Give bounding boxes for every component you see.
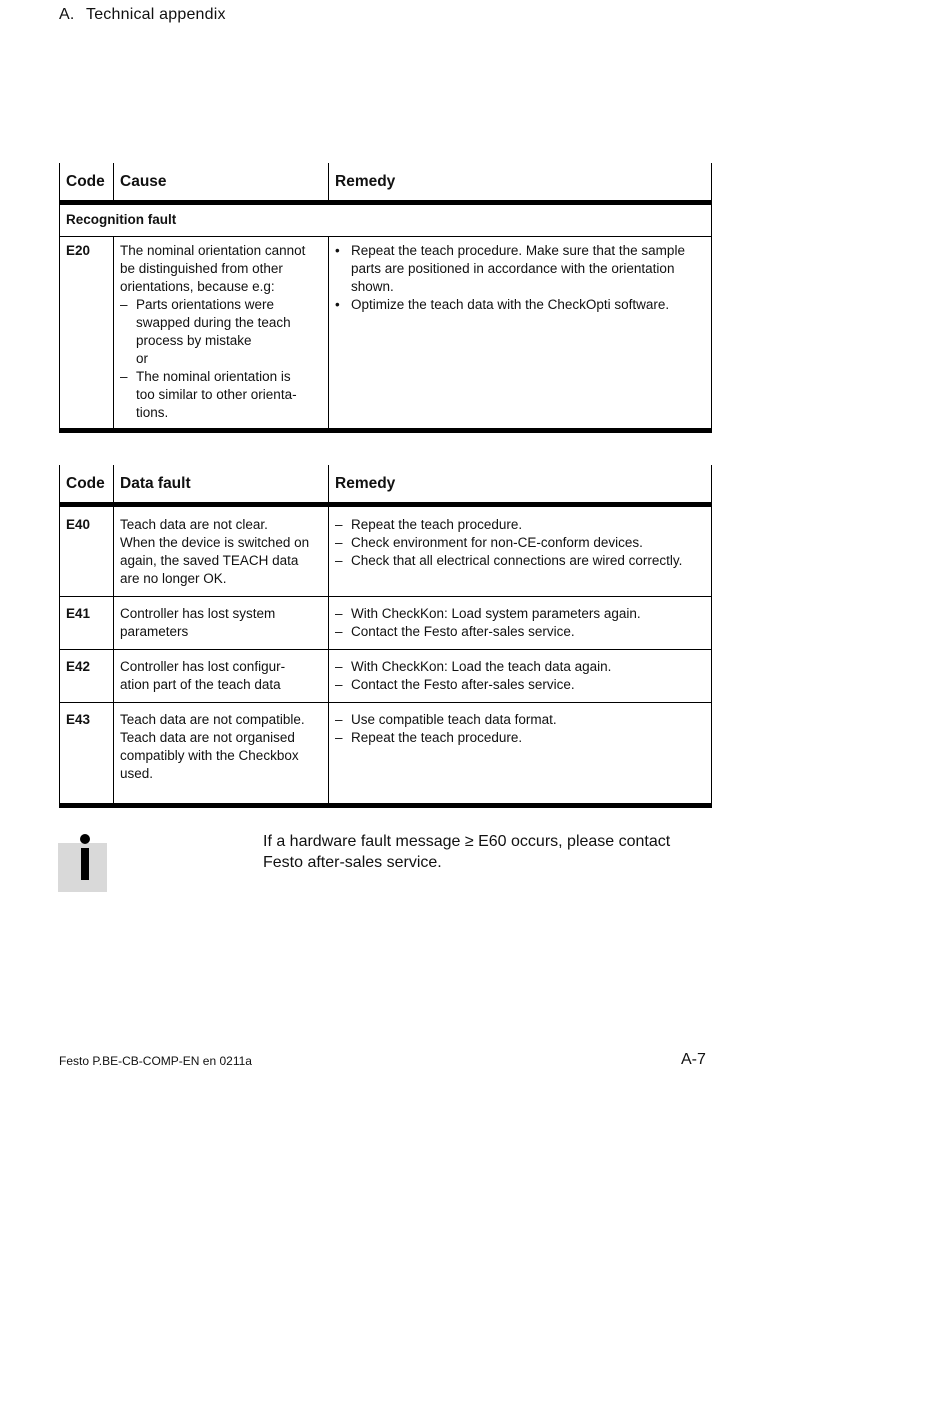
cause-text: parameters [120,624,189,639]
table-row [60,237,712,431]
remedy-text: Repeat the teach procedure. [351,517,523,532]
table-header-row [60,163,712,203]
col-header-data-fault: Data fault [114,465,329,505]
col-header-remedy: Remedy [329,163,712,203]
remedy-item [335,623,705,641]
remedy-cell [329,650,712,703]
info-note [263,831,713,873]
cause-cell [114,650,329,703]
dash-marker: – [335,624,343,639]
remedy-item [335,242,705,296]
cause-text: too similar to other orienta- [136,387,297,402]
cause-text: again, the saved TEACH data [120,553,299,568]
table-row [60,650,712,703]
cause-cell [114,237,329,431]
remedy-item [335,534,705,552]
cause-text: Controller has lost system [120,606,276,621]
recognition-fault-table [59,163,712,433]
remedy-cell [329,597,712,650]
page-header [59,6,226,24]
remedy-cell [329,505,712,597]
cause-text: tions. [136,405,169,420]
error-code: E40 [60,505,114,597]
dash-marker: – [335,535,343,550]
cause-text: swapped during the teach [136,315,291,330]
cause-text: When the device is switched on [120,535,310,550]
cause-list-item [120,368,322,422]
cause-text: used. [120,766,154,781]
footer-document-id: Festo P.BE-CB-COMP-EN en 0211a [59,1054,252,1068]
error-code: E41 [60,597,114,650]
cause-text: Parts orientations were [136,297,275,312]
info-icon-stem [81,848,89,880]
info-icon [58,834,107,892]
dash-marker: – [335,553,343,568]
remedy-item [335,296,705,314]
col-header-cause: Cause [114,163,329,203]
dash-marker: – [335,606,343,621]
remedy-cell [329,237,712,431]
bullet-marker: • [335,243,340,258]
data-fault-table [59,465,712,808]
cause-text: Teach data are not clear. [120,517,268,532]
table-row [60,703,712,806]
info-icon-dot [80,834,90,844]
col-header-code: Code [60,163,114,203]
bullet-marker: • [335,297,340,312]
info-note-line: If a hardware fault message ≥ E60 occurs, please contact [263,833,671,850]
section-title: Recognition fault [60,203,712,237]
chapter-title: Technical appendix [86,6,226,23]
remedy-item [335,605,705,623]
remedy-item [335,552,705,570]
cause-text: or [136,351,149,366]
remedy-item [335,729,705,747]
remedy-text: Optimize the teach data with the CheckOpti software. [351,297,670,312]
cause-text: Controller has lost configur- [120,659,286,674]
dash-marker: – [120,369,128,384]
remedy-text: With CheckKon: Load the teach data again. [351,659,612,674]
cause-cell [114,505,329,597]
cause-cell [114,597,329,650]
cause-text: compatibly with the Checkbox [120,748,299,763]
cause-text: ation part of the teach data [120,677,281,692]
dash-marker: – [120,297,128,312]
cause-text: orientations, because e.g: [120,279,275,294]
cause-text: Teach data are not organised [120,730,295,745]
error-code: E43 [60,703,114,806]
dash-marker: – [335,712,343,727]
table-header-row [60,465,712,505]
remedy-text: Repeat the teach procedure. Make sure that the sample parts are positioned in accordance with the orientation shown. [351,243,685,294]
chapter-number: A. [59,6,75,23]
cause-text: be distinguished from other [120,261,283,276]
info-note-line: Festo after-sales service. [263,854,442,871]
cause-cell [114,703,329,806]
cause-text: process by mistake [136,333,252,348]
cause-list-item [120,296,322,368]
remedy-text: With CheckKon: Load system parameters again. [351,606,641,621]
table-row [60,597,712,650]
remedy-item [335,516,705,534]
remedy-text: Contact the Festo after-sales service. [351,677,575,692]
dash-marker: – [335,730,343,745]
remedy-text: Check environment for non-CE-conform devices. [351,535,643,550]
footer-page-number: A-7 [681,1051,706,1068]
remedy-item [335,658,705,676]
remedy-cell [329,703,712,806]
remedy-item [335,676,705,694]
cause-text: are no longer OK. [120,571,227,586]
remedy-text: Contact the Festo after-sales service. [351,624,575,639]
cause-text: Teach data are not compatible. [120,712,305,727]
cause-text: The nominal orientation is [136,369,291,384]
table-row [60,505,712,597]
section-row [60,203,712,237]
col-header-remedy: Remedy [329,465,712,505]
dash-marker: – [335,659,343,674]
dash-marker: – [335,677,343,692]
dash-marker: – [335,517,343,532]
error-code: E42 [60,650,114,703]
remedy-text: Repeat the teach procedure. [351,730,523,745]
cause-text: The nominal orientation cannot [120,243,306,258]
remedy-text: Check that all electrical connections are wired correctly. [351,553,683,568]
error-code: E20 [60,237,114,431]
remedy-item [335,711,705,729]
col-header-code: Code [60,465,114,505]
remedy-text: Use compatible teach data format. [351,712,557,727]
